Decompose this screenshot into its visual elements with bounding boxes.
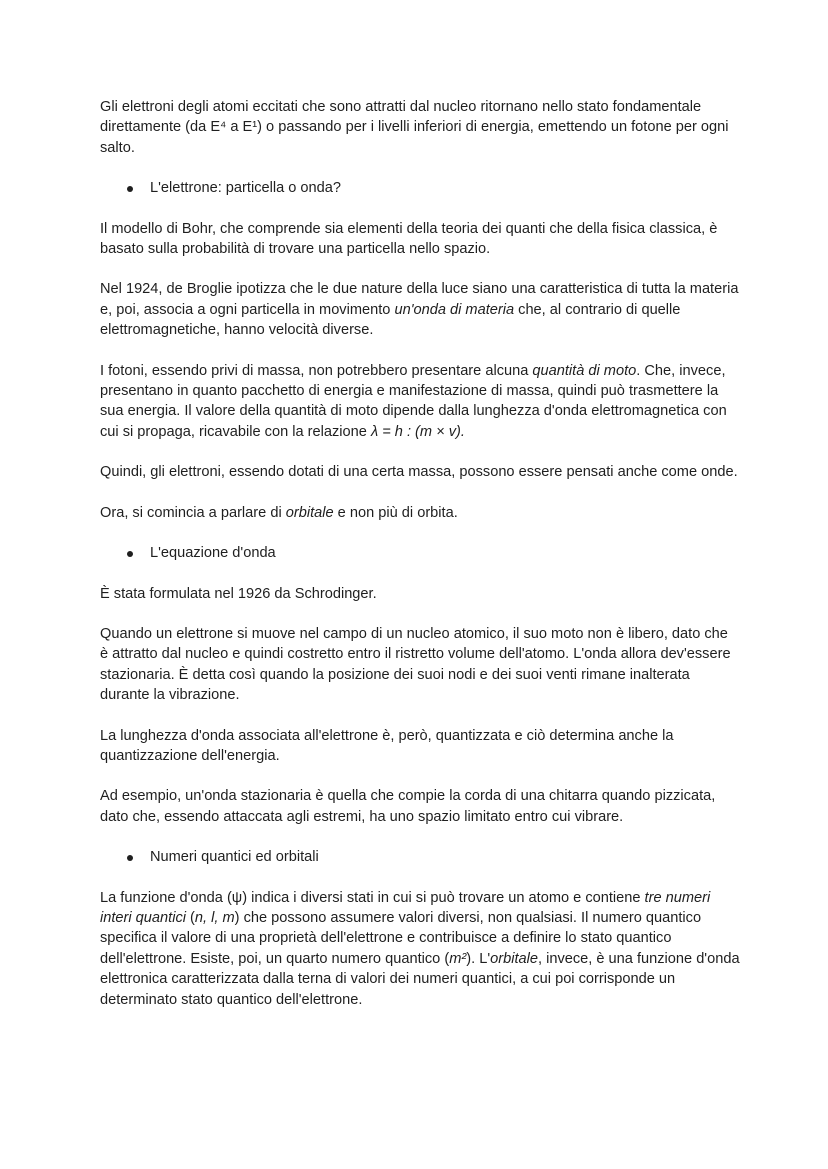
paragraph-guitar-example: Ad esempio, un'onda stazionaria è quella che compie la corda di una chitarra quando pizzicata, dato che, essendo attaccata agli estremi, ha uno spazio limitato entro cui vibrare. xyxy=(100,788,716,825)
bullet-label: Numeri quantici ed orbitali xyxy=(150,849,319,866)
paragraph-schrodinger: È stata formulata nel 1926 da Schrodinger. xyxy=(100,585,377,602)
paragraph-stationary-wave: Quando un elettrone si muove nel campo di un nucleo atomico, il suo moto non è libero, dato che è attratto dal nucleo e quindi costretto entro il ristretto volume dell'atomo. L'onda allora dev'essere stazionaria. È detta così quando la posizione dei suoi nodi e dei suoi venti rimane inalterata durante la vibrazione. xyxy=(100,625,731,704)
bullet-wave-equation xyxy=(100,543,740,563)
bullet-dot-icon xyxy=(127,551,133,557)
paragraph-bohr-model: Il modello di Bohr, che comprende sia elementi della teoria dei quanti che della fisica classica, è basato sulla probabilità di trovare una particella nello spazio. xyxy=(100,220,718,258)
paragraph-wave-function: La funzione d'onda (ψ) indica i diversi stati in cui si può trovare un atomo e contiene tre numeri interi quantici (n, l, m) che possono assumere valori diversi, non qualsiasi. Il numero quantico specifica il valore di una proprietà dell'elettrone e contribuisce a definire lo stato quantico dell'elettrone. Esiste, poi, un quarto numero quantico (m²). L'orbitale, invece, è una funzione d'onda elettronica caratterizzata dalla terna di valori dei numeri quantici, a cui poi corrisponde un determinato stato quantico dell'elettrone. xyxy=(100,889,740,1008)
bullet-label: L'elettrone: particella o onda? xyxy=(150,180,342,197)
document-body xyxy=(100,97,740,1030)
paragraph-de-broglie: Nel 1924, de Broglie ipotizza che le due nature della luce siano una caratteristica di tutta la materia e, poi, associa a ogni particella in movimento un'onda di materia che, al contrario di quelle elettromagnetiche, hanno velocità diverse. xyxy=(100,281,739,339)
paragraph-photons: I fotoni, essendo privi di massa, non potrebbero presentare alcuna quantità di moto. Che, invece, presentano in quanto pacchetto di energia e manifestazione di massa, quindi può trasmettere la sua energia. Il valore della quantità di moto dipende dalla lunghezza d'onda elettromagnetica con cui si propaga, ricavabile con la relazione λ = h : (m × v). xyxy=(100,362,727,440)
paragraph-quantization: La lunghezza d'onda associata all'elettrone è, però, quantizzata e ciò determina anche la quantizzazione dell'energia. xyxy=(100,727,674,764)
bullet-dot-icon xyxy=(127,855,133,861)
bullet-label: L'equazione d'onda xyxy=(150,545,276,562)
bullet-quantum-numbers xyxy=(100,847,740,867)
bullet-particle-or-wave xyxy=(100,178,740,198)
paragraph-electrons-waves: Quindi, gli elettroni, essendo dotati di una certa massa, possono essere pensati anche come onde. xyxy=(100,464,738,481)
bullet-dot-icon xyxy=(127,186,133,192)
paragraph-emission: Gli elettroni degli atomi eccitati che sono attratti dal nucleo ritornano nello stato fondamentale direttamente (da E⁴ a E¹) o passando per i livelli inferiori di energia, emettendo un fotone per ogni salto. xyxy=(100,99,729,156)
paragraph-orbitale: Ora, si comincia a parlare di orbitale e non più di orbita. xyxy=(100,504,458,521)
